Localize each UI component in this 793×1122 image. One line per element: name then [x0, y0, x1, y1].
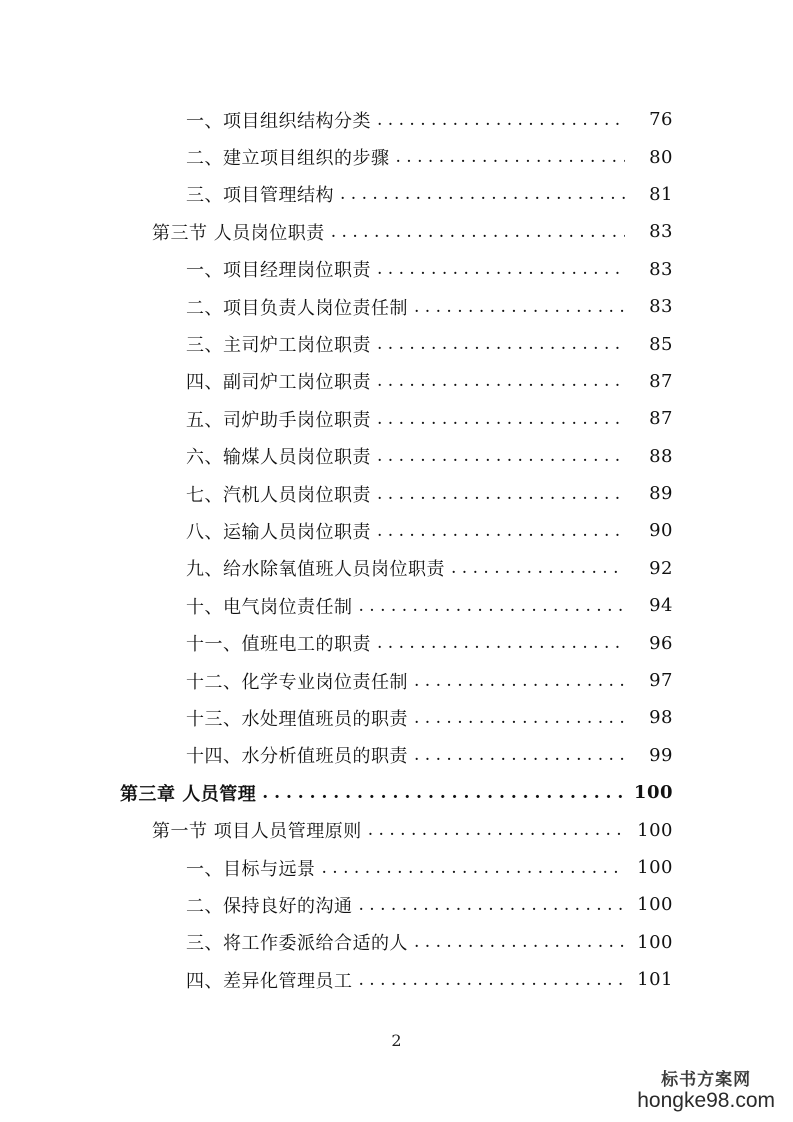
toc-item-entry[interactable] [0, 512, 793, 549]
toc-entry-page: 90 [649, 520, 673, 542]
site-watermark [637, 1072, 775, 1112]
toc-dot-leader [340, 184, 625, 204]
toc-item-entry[interactable] [0, 550, 793, 587]
toc-entry-page: 83 [649, 221, 673, 243]
toc-item-entry[interactable] [0, 587, 793, 624]
toc-item-entry[interactable] [0, 699, 793, 736]
toc-entry-title: 六、输煤人员岗位职责 [186, 447, 371, 469]
toc-entry-title: 四、副司炉工岗位职责 [186, 372, 371, 394]
toc-entry-title: 十四、水分析值班员的职责 [186, 746, 408, 768]
toc-chapter-entry[interactable] [0, 774, 793, 811]
toc-entry-title: 一、目标与远景 [186, 858, 316, 880]
toc-entry-page: 94 [649, 595, 673, 617]
toc-entry-page: 100 [633, 782, 673, 804]
toc-entry-page: 87 [649, 408, 673, 430]
toc-entry-page: 101 [637, 969, 673, 991]
toc-entry-page: 99 [649, 744, 673, 766]
toc-entry-page: 98 [649, 707, 673, 729]
toc-entry-page: 100 [637, 819, 673, 841]
toc-dot-leader [414, 671, 625, 691]
toc-dot-leader [451, 558, 625, 578]
toc-entry-title: 三、项目管理结构 [186, 185, 334, 207]
toc-entry-page: 97 [649, 670, 673, 692]
toc-entry-title: 二、保持良好的沟通 [186, 895, 353, 917]
toc-item-entry[interactable] [0, 363, 793, 400]
toc-entry-title: 五、司炉助手岗位职责 [186, 409, 371, 431]
watermark-site-name: 标书方案网 [661, 1070, 752, 1091]
toc-item-entry[interactable] [0, 101, 793, 138]
table-of-contents [0, 101, 793, 998]
toc-entry-page: 85 [649, 333, 673, 355]
toc-entry-title: 十、电气岗位责任制 [186, 596, 353, 618]
toc-dot-leader [359, 970, 626, 990]
toc-dot-leader [414, 745, 625, 765]
toc-item-entry[interactable] [0, 737, 793, 774]
toc-dot-leader [396, 147, 626, 167]
toc-entry-title: 第三节 人员岗位职责 [152, 222, 325, 244]
toc-entry-title: 十一、值班电工的职责 [186, 634, 371, 656]
toc-dot-leader [414, 932, 625, 952]
toc-entry-title: 七、汽机人员岗位职责 [186, 484, 371, 506]
toc-dot-leader [377, 259, 625, 279]
toc-entry-title: 第一节 项目人员管理原则 [152, 821, 362, 843]
toc-entry-page: 81 [649, 183, 673, 205]
toc-item-entry[interactable] [0, 849, 793, 886]
toc-dot-leader [377, 521, 625, 541]
toc-item-entry[interactable] [0, 662, 793, 699]
toc-dot-leader [377, 484, 625, 504]
toc-dot-leader [331, 222, 625, 242]
toc-item-entry[interactable] [0, 624, 793, 661]
toc-entry-title: 二、建立项目组织的步骤 [186, 148, 390, 170]
toc-entry-title: 第三章 人员管理 [120, 783, 257, 805]
toc-item-entry[interactable] [0, 886, 793, 923]
toc-item-entry[interactable] [0, 325, 793, 362]
toc-section-entry[interactable] [0, 213, 793, 250]
toc-item-entry[interactable] [0, 176, 793, 213]
toc-entry-page: 83 [649, 258, 673, 280]
toc-section-entry[interactable] [0, 811, 793, 848]
toc-dot-leader [322, 858, 626, 878]
toc-dot-leader [414, 297, 625, 317]
toc-entry-page: 87 [649, 370, 673, 392]
page-number: 2 [391, 1031, 402, 1050]
toc-entry-title: 四、差异化管理员工 [186, 970, 353, 992]
toc-item-entry[interactable] [0, 400, 793, 437]
toc-dot-leader [377, 371, 625, 391]
toc-entry-title: 二、项目负责人岗位责任制 [186, 297, 408, 319]
toc-entry-page: 100 [637, 857, 673, 878]
toc-entry-page: 83 [649, 296, 673, 318]
toc-dot-leader [377, 110, 625, 130]
toc-entry-title: 十二、化学专业岗位责任制 [186, 671, 408, 693]
toc-item-entry[interactable] [0, 438, 793, 475]
watermark-url: hongke98.com [637, 1088, 775, 1112]
toc-entry-title: 三、将工作委派给合适的人 [186, 933, 408, 955]
toc-item-entry[interactable] [0, 475, 793, 512]
toc-entry-page: 100 [637, 894, 673, 916]
toc-item-entry[interactable] [0, 288, 793, 325]
toc-item-entry[interactable] [0, 961, 793, 998]
toc-dot-leader [414, 708, 625, 728]
toc-dot-leader [368, 820, 625, 840]
toc-entry-page: 92 [649, 557, 673, 579]
toc-entry-title: 三、主司炉工岗位职责 [186, 335, 371, 357]
toc-entry-title: 十三、水处理值班员的职责 [186, 708, 408, 730]
toc-entry-page: 76 [649, 109, 673, 131]
toc-dot-leader [377, 446, 625, 466]
toc-entry-title: 九、给水除氧值班人员岗位职责 [186, 559, 445, 581]
toc-entry-page: 100 [637, 931, 673, 953]
toc-item-entry[interactable] [0, 924, 793, 961]
toc-entry-title: 八、运输人员岗位职责 [186, 521, 371, 543]
toc-entry-page: 89 [649, 483, 673, 505]
toc-entry-page: 96 [649, 632, 673, 654]
toc-item-entry[interactable] [0, 138, 793, 175]
toc-dot-leader [359, 596, 626, 616]
toc-dot-leader [377, 409, 625, 429]
toc-entry-page: 80 [649, 146, 673, 168]
toc-item-entry[interactable] [0, 251, 793, 288]
toc-entry-title: 一、项目组织结构分类 [186, 110, 371, 132]
toc-entry-page: 88 [649, 445, 673, 467]
toc-dot-leader [377, 334, 625, 354]
toc-dot-leader [359, 895, 626, 915]
toc-entry-title: 一、项目经理岗位职责 [186, 260, 371, 282]
toc-dot-leader [262, 783, 625, 803]
toc-dot-leader [377, 633, 625, 653]
